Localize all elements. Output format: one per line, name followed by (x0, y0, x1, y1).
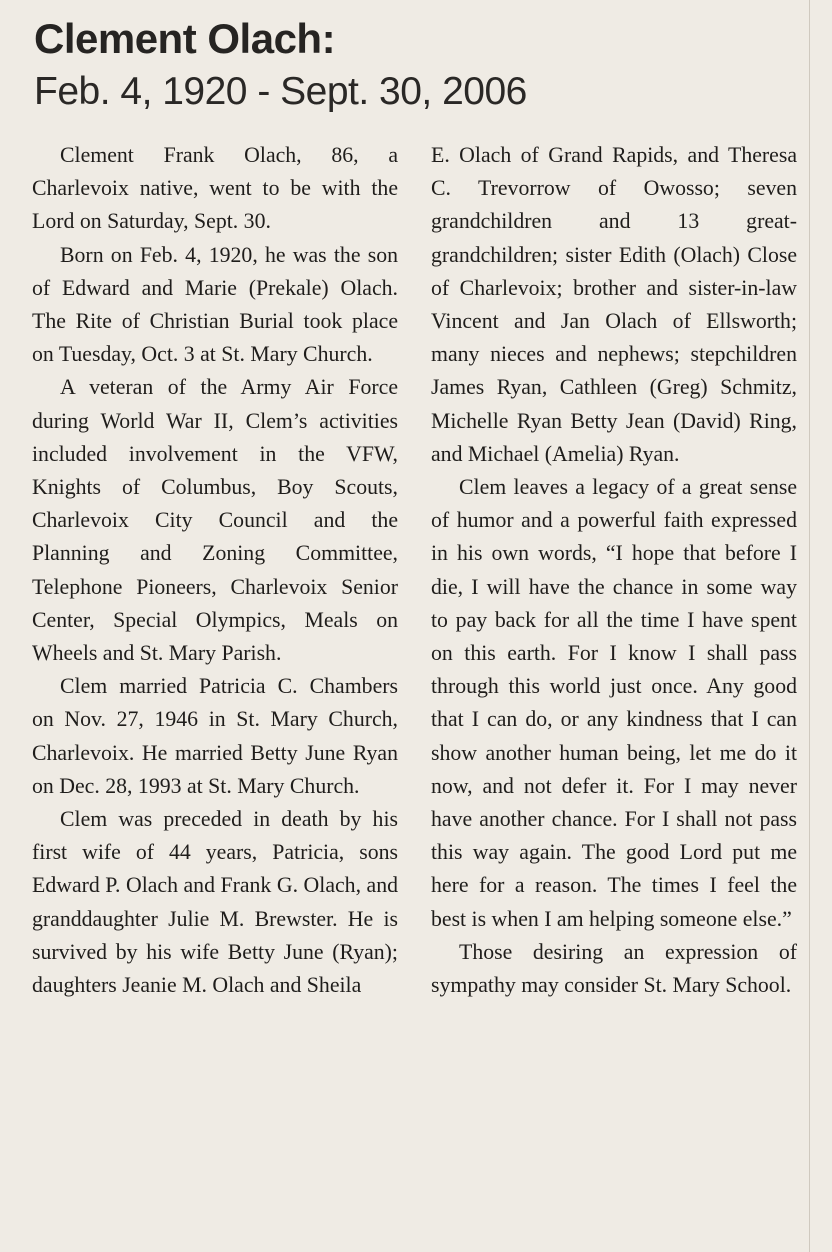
left-column (32, 139, 398, 1002)
paragraph-marriage: Clem married Patricia C. Chambers on Nov. 27, 1946 in St. Mary Church, Charlevoix. He married Betty June Ryan on Dec. 28, 1993 at St. Mary Church. (32, 674, 398, 798)
paragraph-memorials: Those desiring an expression of sympathy may consider St. Mary School. (431, 939, 797, 998)
paragraph-birth: Born on Feb. 4, 1920, he was the son of Edward and Marie (Prekale) Olach. The Rite of Christian Burial took place on Tuesday, Oct. 3 at St. Mary Church. (32, 242, 398, 367)
obituary-dates-headline: Feb. 4, 1920 - Sept. 30, 2006 (34, 70, 527, 113)
paragraph-survivors-continued: E. Olach of Grand Rapids, and Theresa C. Trevorrow of Owosso; seven grandchildren and 13 great-grandchildren; sister Edith (Olach) Close of Charlevoix; brother and sister-in-law Vincent and Jan Olach of Ellsworth; many nieces and nephews; stepchildren James Ryan, Cathleen (Greg) Schmitz, Michelle Ryan Betty Jean (David) Ring, and Michael (Amelia) Ryan. (431, 143, 797, 466)
paragraph-family: Clem was preceded in death by his first wife of 44 years, Patricia, sons Edward P. Olach and Frank G. Olach, and granddaughter Julie M. Brewster. He is survived by his wife Betty June (Ryan); daughters Jeanie M. Olach and Sheila (32, 807, 398, 998)
adjacent-column-edge (809, 0, 832, 1252)
paragraph-intro: Clement Frank Olach, 86, a Charlevoix native, went to be with the Lord on Saturday, Sept. 30. (32, 143, 398, 234)
right-column (431, 139, 797, 1002)
obituary-name-headline: Clement Olach: (34, 15, 336, 62)
paragraph-legacy-quote: Clem leaves a legacy of a great sense of humor and a powerful faith expressed in his own words, “I hope that before I die, I will have the chance in some way to pay back for all the time I have spent on this earth. For I know I shall pass through this world just once. Any good that I can do, or any kindness that I can show another human being, let me do it now, and not defer it. For I may never have another chance. For I shall not pass this way again. The good Lord put me here for a reason. The times I feel the best is when I am helping someone else.” (431, 475, 797, 931)
paragraph-veteran: A veteran of the Army Air Force during World War II, Clem’s activities included involvement in the VFW, Knights of Columbus, Boy Scouts, Charlevoix City Council and the Planning and Zoning Committee, Telephone Pioneers, Charlevoix Senior Center, Special Olympics, Meals on Wheels and St. Mary Parish. (32, 375, 398, 666)
